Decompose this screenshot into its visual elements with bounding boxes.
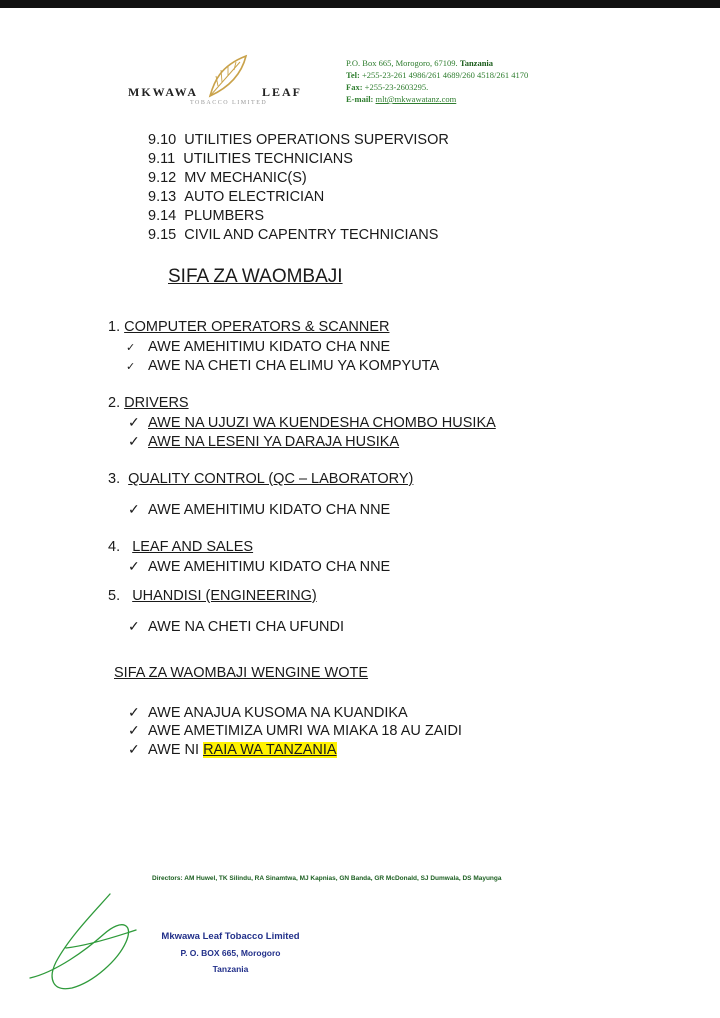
company-stamp	[158, 929, 303, 977]
requirement-text: AWE NI	[148, 742, 200, 758]
letterhead-address	[346, 57, 528, 105]
requirement-item	[128, 500, 390, 519]
requirement-item	[128, 617, 344, 636]
tel-line	[346, 69, 528, 81]
requirement-item	[128, 721, 462, 740]
position-title: UTILITIES TECHNICIANS	[183, 151, 353, 167]
email-link[interactable]: mlt@mkwawatanz.com	[375, 94, 457, 104]
category-number: 5.	[108, 588, 121, 604]
check-icon: ✓	[126, 342, 136, 354]
requirement-item	[128, 432, 399, 451]
fax-value: +255-23-2603295.	[364, 82, 429, 92]
requirement-text: AWE NA LESENI YA DARAJA HUSIKA	[148, 434, 400, 450]
requirement-item	[128, 557, 390, 576]
check-icon: ✓	[128, 741, 140, 757]
category-heading	[108, 470, 413, 488]
position-item	[148, 169, 307, 187]
position-item	[148, 207, 264, 225]
requirement-text: AWE AMEHITIMU KIDATO CHA NNE	[148, 559, 391, 575]
category-title: LEAF AND SALES	[132, 539, 254, 555]
address-country: Tanzania	[459, 58, 494, 68]
category-title: UHANDISI (ENGINEERING)	[132, 588, 317, 604]
position-title: CIVIL AND CAPENTRY TECHNICIANS	[184, 227, 439, 243]
requirement-item	[128, 740, 337, 759]
position-number: 9.11	[148, 151, 176, 167]
category-number: 2.	[108, 395, 121, 411]
position-title: UTILITIES OPERATIONS SUPERVISOR	[184, 132, 449, 148]
position-number: 9.14	[148, 208, 177, 224]
check-icon: ✓	[128, 618, 140, 634]
email-line	[346, 93, 528, 105]
requirement-text: AWE NA CHETI CHA ELIMU YA KOMPYUTA	[148, 358, 440, 374]
check-icon: ✓	[128, 558, 140, 574]
position-title: PLUMBERS	[184, 208, 265, 224]
requirement-text: AWE AMETIMIZA UMRI WA MIAKA 18 AU ZAIDI	[148, 723, 462, 739]
category-number: 4.	[108, 539, 121, 555]
stamp-country: Tanzania	[212, 964, 249, 974]
position-title: AUTO ELECTRICIAN	[184, 189, 325, 205]
address-line	[346, 57, 528, 69]
category-title: QUALITY CONTROL (QC – LABORATORY)	[128, 471, 414, 487]
postal-address: P.O. Box 665, Morogoro, 67109.	[346, 58, 458, 68]
requirement-text: AWE NA UJUZI WA KUENDESHA CHOMBO HUSIKA	[148, 415, 496, 431]
position-item	[148, 131, 449, 149]
stamp-address: P. O. BOX 665, Morogoro	[180, 948, 281, 958]
position-item	[148, 188, 324, 206]
position-item	[148, 150, 353, 168]
requirement-text: AWE AMEHITIMU KIDATO CHA NNE	[148, 339, 391, 355]
position-item	[148, 226, 438, 244]
category-heading	[108, 394, 189, 412]
check-icon: ✓	[126, 361, 136, 373]
position-title: MV MECHANIC(S)	[184, 170, 307, 186]
top-border	[0, 0, 720, 8]
category-title: COMPUTER OPERATORS & SCANNER	[124, 319, 390, 335]
check-icon: ✓	[128, 704, 140, 720]
tel-value: +255-23-261 4986/261 4689/260 4518/261 4170	[361, 70, 529, 80]
check-icon: ✓	[128, 722, 140, 738]
tel-label: Tel:	[346, 70, 360, 80]
category-number: 1.	[108, 319, 121, 335]
stamp-company-name: Mkwawa Leaf Tobacco Limited	[161, 931, 300, 942]
requirement-item	[128, 703, 408, 722]
requirement-item	[126, 338, 390, 357]
highlighted-text: RAIA WA TANZANIA	[203, 742, 337, 758]
section-title: SIFA ZA WAOMBAJI	[168, 266, 343, 287]
fax-label: Fax:	[346, 82, 363, 92]
check-icon: ✓	[128, 433, 140, 449]
position-number: 9.10	[148, 132, 177, 148]
position-number: 9.15	[148, 227, 177, 243]
requirement-text: AWE NA CHETI CHA UFUNDI	[148, 619, 345, 635]
logo-word-leaf: LEAF	[262, 85, 303, 99]
leaf-logo-icon	[206, 52, 252, 98]
logo-subtitle: TOBACCO LIMITED	[190, 100, 268, 106]
category-heading	[108, 538, 253, 556]
others-title: SIFA ZA WAOMBAJI WENGINE WOTE	[114, 665, 369, 681]
signature	[26, 888, 146, 1000]
requirement-item	[128, 413, 496, 432]
requirement-item	[126, 357, 439, 376]
check-icon: ✓	[128, 414, 140, 430]
category-heading	[108, 318, 389, 336]
category-heading	[108, 587, 317, 605]
company-logo	[128, 52, 328, 108]
directors-list: Directors: AM Huwel, TK Silindu, RA Sinamtwa, MJ Kapnias, GN Banda, GR McDonald, SJ Dumwala, DS Mayunga	[152, 875, 502, 882]
position-number: 9.13	[148, 189, 177, 205]
logo-word-mkwawa: MKWAWA	[128, 85, 199, 99]
position-number: 9.12	[148, 170, 177, 186]
email-label: E-mail:	[346, 94, 374, 104]
fax-line	[346, 81, 528, 93]
category-number: 3.	[108, 471, 121, 487]
category-title: DRIVERS	[124, 395, 189, 411]
requirement-text: AWE AMEHITIMU KIDATO CHA NNE	[148, 502, 391, 518]
check-icon: ✓	[128, 501, 140, 517]
requirement-text: AWE ANAJUA KUSOMA NA KUANDIKA	[148, 705, 408, 721]
